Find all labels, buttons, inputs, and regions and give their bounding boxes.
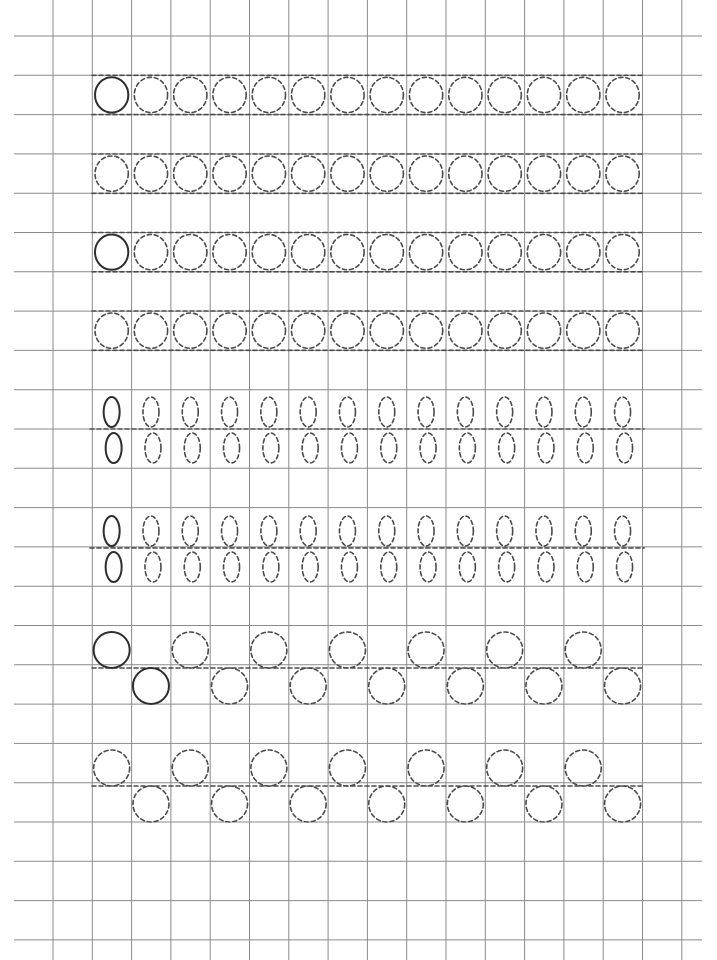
trace-lower-loop (538, 552, 554, 582)
trace-loop (488, 77, 521, 112)
trace-lower-loop (577, 433, 593, 463)
trace-upper-loop (418, 397, 434, 427)
trace-loop (370, 313, 403, 348)
trace-lower-loop (184, 433, 200, 463)
model-big-loop (94, 632, 130, 668)
trace-big-loop (172, 750, 208, 786)
trace-upper-loop (379, 516, 395, 546)
trace-upper-loop (615, 516, 631, 546)
trace-loop (527, 235, 560, 270)
trace-lower-loop (302, 552, 318, 582)
model-big-loop (133, 668, 169, 704)
trace-upper-loop (575, 397, 591, 427)
trace-upper-loop (182, 516, 198, 546)
trace-loop (174, 313, 207, 348)
trace-loop (370, 156, 403, 191)
trace-loop (370, 235, 403, 270)
trace-big-loop (369, 668, 405, 704)
trace-loop (409, 77, 442, 112)
trace-upper-loop (575, 516, 591, 546)
trace-loop (606, 235, 639, 270)
trace-loop (409, 313, 442, 348)
trace-big-loop (565, 632, 601, 668)
trace-lower-loop (263, 552, 279, 582)
trace-upper-loop (182, 397, 198, 427)
trace-upper-loop (143, 516, 159, 546)
model-loop (95, 235, 128, 270)
trace-upper-loop (418, 516, 434, 546)
trace-loop (134, 77, 167, 112)
model-upper-loop (104, 516, 120, 546)
trace-lower-loop (459, 552, 475, 582)
trace-big-loop (172, 632, 208, 668)
trace-loop (134, 235, 167, 270)
trace-loop (252, 313, 285, 348)
trace-loop (252, 235, 285, 270)
trace-upper-loop (457, 516, 473, 546)
trace-loop (292, 313, 325, 348)
trace-big-loop (605, 786, 641, 822)
trace-lower-loop (184, 552, 200, 582)
trace-upper-loop (261, 397, 277, 427)
trace-big-loop (251, 750, 287, 786)
trace-lower-loop (381, 433, 397, 463)
trace-loop (370, 77, 403, 112)
trace-loop (213, 156, 246, 191)
trace-loop (95, 156, 128, 191)
trace-lower-loop (617, 552, 633, 582)
trace-upper-loop (222, 397, 238, 427)
trace-loop (331, 156, 364, 191)
trace-big-loop (212, 786, 248, 822)
model-lower-loop (106, 433, 122, 463)
trace-lower-loop (420, 433, 436, 463)
trace-loop (213, 77, 246, 112)
trace-big-loop (329, 632, 365, 668)
trace-lower-loop (420, 552, 436, 582)
trace-lower-loop (499, 552, 515, 582)
trace-upper-loop (300, 516, 316, 546)
trace-big-loop (487, 632, 523, 668)
trace-lower-loop (341, 433, 357, 463)
trace-upper-loop (536, 397, 552, 427)
trace-lower-loop (381, 552, 397, 582)
trace-loop (606, 313, 639, 348)
trace-lower-loop (302, 433, 318, 463)
trace-loop (213, 235, 246, 270)
trace-loop (527, 77, 560, 112)
trace-big-loop (565, 750, 601, 786)
model-upper-loop (104, 397, 120, 427)
trace-loop (449, 313, 482, 348)
trace-loop (292, 77, 325, 112)
trace-lower-loop (538, 433, 554, 463)
trace-loop (174, 235, 207, 270)
trace-upper-loop (339, 516, 355, 546)
trace-loop (134, 313, 167, 348)
trace-lower-loop (145, 552, 161, 582)
trace-loop (527, 156, 560, 191)
trace-loop (567, 156, 600, 191)
trace-upper-loop (222, 516, 238, 546)
trace-big-loop (94, 750, 130, 786)
model-loop (95, 77, 128, 112)
trace-loop (449, 156, 482, 191)
trace-loop (292, 156, 325, 191)
trace-big-loop (251, 632, 287, 668)
trace-upper-loop (143, 397, 159, 427)
trace-loop (449, 77, 482, 112)
trace-upper-loop (497, 516, 513, 546)
trace-loop (292, 235, 325, 270)
trace-loop (567, 77, 600, 112)
trace-big-loop (212, 668, 248, 704)
trace-lower-loop (263, 433, 279, 463)
trace-loop (409, 235, 442, 270)
trace-big-loop (369, 786, 405, 822)
trace-loop (252, 156, 285, 191)
trace-big-loop (408, 632, 444, 668)
trace-loop (488, 313, 521, 348)
trace-big-loop (290, 786, 326, 822)
trace-loop (527, 313, 560, 348)
trace-loop (331, 77, 364, 112)
trace-loop (449, 235, 482, 270)
trace-loop (174, 156, 207, 191)
trace-loop (213, 313, 246, 348)
trace-loop (252, 77, 285, 112)
trace-loop (567, 313, 600, 348)
trace-lower-loop (459, 433, 475, 463)
trace-lower-loop (224, 552, 240, 582)
trace-big-loop (329, 750, 365, 786)
trace-lower-loop (617, 433, 633, 463)
trace-upper-loop (261, 516, 277, 546)
trace-big-loop (408, 750, 444, 786)
trace-big-loop (447, 786, 483, 822)
trace-big-loop (526, 668, 562, 704)
trace-lower-loop (499, 433, 515, 463)
trace-upper-loop (536, 516, 552, 546)
trace-upper-loop (379, 397, 395, 427)
trace-loop (174, 77, 207, 112)
trace-big-loop (487, 750, 523, 786)
trace-big-loop (133, 786, 169, 822)
trace-loop (95, 313, 128, 348)
trace-big-loop (447, 668, 483, 704)
trace-loop (606, 156, 639, 191)
model-lower-loop (106, 552, 122, 582)
trace-big-loop (605, 668, 641, 704)
trace-loop (606, 77, 639, 112)
trace-upper-loop (615, 397, 631, 427)
trace-big-loop (290, 668, 326, 704)
trace-loop (567, 235, 600, 270)
trace-loop (488, 156, 521, 191)
trace-upper-loop (339, 397, 355, 427)
trace-upper-loop (497, 397, 513, 427)
trace-upper-loop (300, 397, 316, 427)
trace-loop (488, 235, 521, 270)
trace-loop (134, 156, 167, 191)
trace-loop (331, 313, 364, 348)
trace-loop (331, 235, 364, 270)
trace-big-loop (526, 786, 562, 822)
grid (14, 0, 702, 960)
trace-lower-loop (341, 552, 357, 582)
trace-upper-loop (457, 397, 473, 427)
trace-lower-loop (577, 552, 593, 582)
trace-loop (409, 156, 442, 191)
trace-lower-loop (145, 433, 161, 463)
trace-lower-loop (224, 433, 240, 463)
